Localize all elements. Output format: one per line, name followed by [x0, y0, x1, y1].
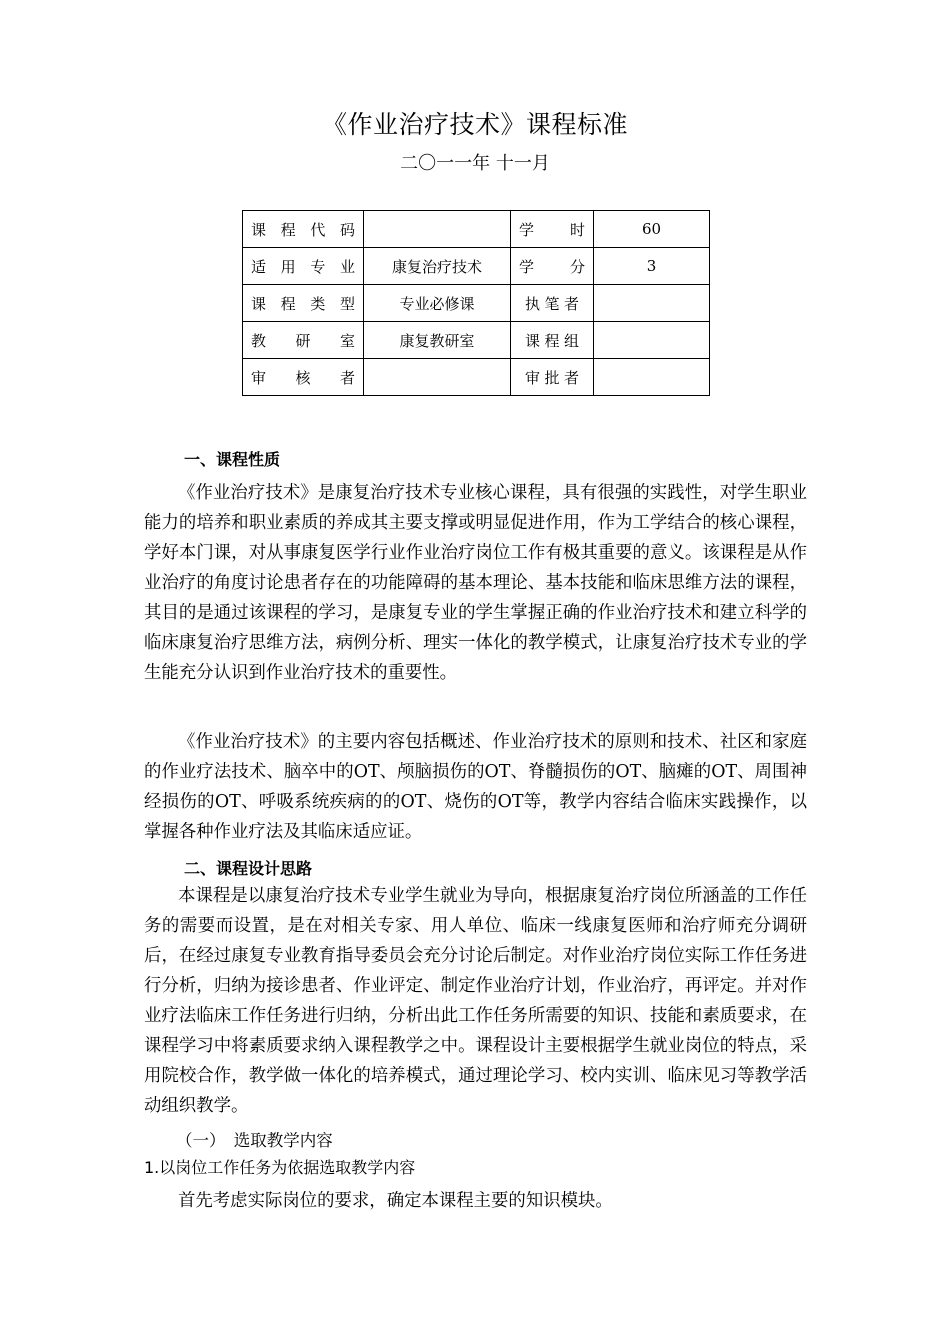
course-info-table [242, 210, 710, 396]
section-heading-design-approach: 二、课程设计思路 [184, 859, 313, 878]
course-type-value: 专业必修课 [364, 285, 511, 322]
table-row [243, 285, 710, 322]
table-row [243, 211, 710, 248]
reviewer-value [364, 359, 511, 396]
credits-value: 3 [594, 248, 710, 285]
course-group-value [594, 322, 710, 359]
document-date: 二〇一一年 十一月 [400, 153, 550, 174]
hours-value: 60 [594, 211, 710, 248]
table-row [243, 322, 710, 359]
department-value: 康复教研室 [364, 322, 511, 359]
table-row [243, 359, 710, 396]
approver-label: 审批者 [511, 359, 594, 396]
major-value: 康复治疗技术 [364, 248, 511, 285]
department-label: 教研室 [243, 322, 364, 359]
subsection-heading: （一） 选取教学内容 [176, 1131, 333, 1150]
course-nature-paragraph-2: 《作业治疗技术》的主要内容包括概述、作业治疗技术的原则和技术、社区和家庭的作业疗法技术、脑卒中的OT、颅脑损伤的OT、脊髓损伤的OT、脑瘫的OT、周围神经损伤的OT、呼吸系统疾病的的OT、烧伤的OT等，教学内容结合临床实践操作，以掌握各种作业疗法及其临床适应证。 [144, 732, 807, 842]
credits-label: 学分 [511, 248, 594, 285]
course-code-value [364, 211, 511, 248]
subsection-paragraph: 首先考虑实际岗位的要求，确定本课程主要的知识模块。 [178, 1191, 613, 1211]
course-type-label: 课程类型 [243, 285, 364, 322]
section-heading-course-nature: 一、课程性质 [184, 450, 281, 469]
course-nature-paragraph-1: 《作业治疗技术》是康复治疗技术专业核心课程，具有很强的实践性，对学生职业能力的培养和职业素质的养成其主要支撑或明显促进作用，作为工学结合的核心课程，学好本门课，对从事康复医学行业作业治疗岗位工作有极其重要的意义。该课程是从作业治疗的角度讨论患者存在的功能障碍的基本理论、基本技能和临床思维方法的课程，其目的是通过该课程的学习，是康复专业的学生掌握正确的作业治疗技术和建立科学的临床康复治疗思维方法，病例分析、理实一体化的教学模式，让康复治疗技术专业的学生能充分认识到作业治疗技术的重要性。 [144, 483, 807, 683]
table-row [243, 248, 710, 285]
design-approach-paragraph: 本课程是以康复治疗技术专业学生就业为导向，根据康复治疗岗位所涵盖的工作任务的需要而设置，是在对相关专家、用人单位、临床一线康复医师和治疗师充分调研后，在经过康复专业教育指导委员会充分讨论后制定。对作业治疗岗位实际工作任务进行分析，归纳为接诊患者、作业评定、制定作业治疗计划，作业治疗，再评定。并对作业疗法临床工作任务进行归纳，分析出此工作任务所需要的知识、技能和素质要求，在课程学习中将素质要求纳入课程教学之中。课程设计主要根据学生就业岗位的特点，采用院校合作，教学做一体化的培养模式，通过理论学习、校内实训、临床见习等教学活动组织教学。 [144, 886, 807, 1116]
subsection-item: 1.以岗位工作任务为依据选取教学内容 [144, 1158, 416, 1177]
course-group-label: 课程组 [511, 322, 594, 359]
hours-label: 学时 [511, 211, 594, 248]
author-label: 执笔者 [511, 285, 594, 322]
author-value [594, 285, 710, 322]
major-label: 适用专业 [243, 248, 364, 285]
document-title: 《作业治疗技术》课程标准 [321, 110, 628, 139]
reviewer-label: 审核者 [243, 359, 364, 396]
course-code-label: 课程代码 [243, 211, 364, 248]
approver-value [594, 359, 710, 396]
